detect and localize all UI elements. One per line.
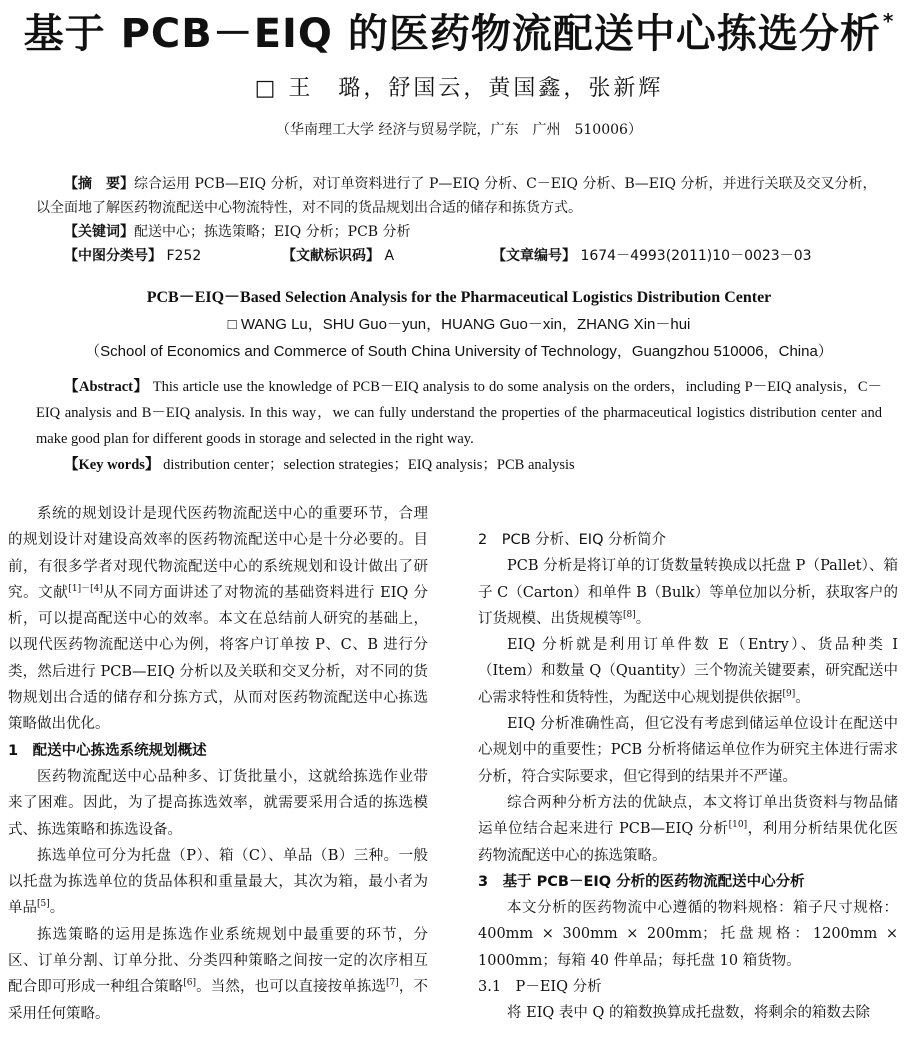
s2p1-text-a: PCB 分析是将订单的订货数量转换成以托盘 P（Pallet）、箱子 C（Carton）和单件 B（Bulk）等单位加以分析，获取客户的订货规模、出货规模等: [478, 558, 898, 627]
abstract-en-label: 【Abstract】: [64, 379, 149, 395]
s2p1-text-b: 。: [635, 610, 651, 627]
section2-paragraph-2: [478, 632, 898, 711]
keywords-cn-label: 【关键词】: [64, 224, 134, 240]
paper-title-text: 基于 PCB－EIQ 的医药物流配送中心拣选分析: [23, 11, 881, 57]
citation-ref: [5]: [37, 899, 50, 910]
s2p2-text-a: EIQ 分析就是利用订单件数 E（Entry）、货品种类 I（Item）和数量 Q（Quantity）三个物流关键要素，研究配送中心需求特性和货特性，为配送中心规划提供依据: [478, 637, 898, 706]
citation-ref: [9]: [782, 688, 796, 699]
affiliation-en: （School of Economics and Commerce of South China University of Technology，Guangzhou 510006，China）: [85, 343, 833, 360]
doc-code-value: A: [384, 248, 395, 264]
section1-paragraph-2: [8, 843, 428, 922]
citation-ref: [10]: [728, 820, 748, 831]
keywords-cn: [36, 220, 882, 244]
authors-cn: □ 王 璐，舒国云，黄国鑫，张新辉: [254, 76, 664, 101]
citation-ref: [6]: [183, 978, 197, 989]
section3-1-paragraph-1: 将 EIQ 表中 Q 的箱数换算成托盘数，将剩余的箱数去除: [507, 1005, 871, 1022]
paper-title-en: PCB－EIQ－Based Selection Analysis for the Pharmaceutical Logistics Distribution Center: [146, 289, 772, 306]
section2-paragraph-1: [478, 553, 898, 632]
section1-paragraph-3: [8, 922, 428, 1027]
clc-cell: [64, 244, 282, 268]
citation-ref: [1]－[4]: [68, 584, 103, 595]
authors-en: □ WANG Lu，SHU Guo－yun，HUANG Guo－xin，ZHANG Xin－hui: [227, 316, 691, 333]
citation-ref: [7]: [386, 978, 399, 989]
subsection-heading-3-1: 3.1 P－EIQ 分析: [478, 979, 602, 996]
s1p2-text-b: 。: [49, 900, 65, 917]
s1p3-text-a: 拣选策略的运用是拣选作业系统规划中最重要的环节，分区、订单分割、订单分批、分类四种策略之间按一定的次序相互配合即可形成一种组合策略: [8, 926, 428, 996]
citation-ref: [8]: [623, 610, 636, 621]
section1-paragraph-1: 医药物流配送中心品种多、订货批量小，这就给拣选作业带来了困难。因此，为了提高拣选效率，就需要采用合适的拣选模式、拣选策略和拣选设备。: [8, 768, 428, 838]
article-no-cell: [492, 244, 812, 268]
s1p2-text-a: 拣选单位可分为托盘（P）、箱（C）、单品（B）三种。一般以托盘为拣选单位的货品体积和重量最大，其次为箱，最小者为单品: [8, 847, 428, 917]
abstract-en-block: [36, 374, 882, 478]
body-left-column: [8, 501, 428, 1027]
section2-paragraph-3: EIQ 分析准确性高，但它没有考虑到储运单位设计在配送中心规划中的重要性；PCB 分析将储运单位作为研究主体进行需求分析，符合实际要求，但它得到的结果并不严谨。: [478, 716, 898, 785]
keywords-en-text: distribution center；selection strategies；EIQ analysis；PCB analysis: [159, 457, 575, 473]
classification-row: [36, 244, 882, 268]
abstract-en: [36, 374, 882, 452]
section-heading-2: 2 PCB 分析、EIQ 分析简介: [478, 532, 667, 548]
section-heading-1: 1 配送中心拣选系统规划概述: [8, 742, 207, 759]
intro-paragraph: [8, 501, 428, 738]
clc-label: 【中图分类号】: [64, 248, 162, 264]
section3-paragraph-1: 本文分析的医药物流中心遵循的物料规格：箱子尺寸规格：400mm × 300mm × 200mm；托盘规格：1200mm × 1000mm；每箱 40 件单品；每托盘 10 箱货物。: [478, 900, 898, 969]
s1p3-text-b: 。当然，也可以直接按单拣选: [196, 979, 387, 996]
keywords-en: [36, 452, 882, 478]
section-heading-3: 3 基于 PCB－EIQ 分析的医药物流配送中心分析: [478, 873, 805, 890]
body-right-column: [478, 527, 898, 1027]
paper-title: [0, 6, 918, 62]
affiliation-cn: （华南理工大学 经济与贸易学院，广东 广州 510006）: [276, 122, 642, 138]
s2p4-text-a: 综合两种分析方法的优缺点，本文将订单出货资料与物品储运单位结合起来进行 PCB—EIQ 分析: [478, 794, 898, 838]
intro-text-a: 系统的规划设计是现代医药物流配送中心的重要环节，合理的规划设计对建设高效率的医药物流配送中心是十分必要的。目前，有很多学者对现代物流配送中心的系统规划和设计做出了研究。文献: [8, 506, 428, 601]
article-no-value: 1674－4993(2011)10－0023－03: [580, 248, 812, 264]
keywords-en-label: 【Key words】: [64, 457, 160, 473]
s1p3-text-c: ，不采用任何策略。: [8, 979, 429, 1022]
title-footnote-mark: *: [882, 9, 895, 33]
abstract-en-text: This article use the knowledge of PCB－EIQ analysis to do some analysis on the orders，including P－EIQ analysis，C－EIQ analysis and B－EIQ analysis. In this way，we can fully understand the properties of the pharmaceutical logistics distribution center and make good plan for different goods in storage and selected in the right way.: [36, 379, 882, 447]
s2p2-text-b: 。: [795, 689, 810, 706]
doc-cell: [282, 244, 492, 268]
intro-text-b: 从不同方面讲述了对物流的基础资料进行 EIQ 分析，可以提高配送中心的效率。本文在总结前人研究的基础上，以现代医药物流配送中心为例，将客户订单按 P、C、B 进行分类，然后进行 PCB—EIQ 分析以及关联和交叉分析，对不同的货物规划出合适的储存和分拣方式，从而对医药物流配送中心拣选策略做出优化。: [8, 584, 429, 733]
abstract-cn-label: 【摘 要】: [64, 176, 134, 192]
abstract-cn-block: [36, 172, 882, 268]
abstract-cn-text: 综合运用 PCB—EIQ 分析，对订单资料进行了 P—EIQ 分析、C－EIQ 分析、B—EIQ 分析，并进行关联及交叉分析，以全面地了解医药物流配送中心物流特性，对不同的货品规划出合适的储存和拣货方式。: [36, 176, 877, 216]
abstract-cn: [36, 172, 882, 220]
doc-code-label: 【文献标识码】: [282, 248, 380, 264]
keywords-cn-text: 配送中心；拣选策略；EIQ 分析；PCB 分析: [134, 224, 411, 240]
clc-value: F252: [166, 248, 202, 264]
s2p4-text-b: ，利用分析结果优化医药物流配送中心的拣选策略。: [478, 821, 898, 864]
article-no-label: 【文章编号】: [492, 248, 576, 264]
section2-paragraph-4: [478, 790, 898, 869]
